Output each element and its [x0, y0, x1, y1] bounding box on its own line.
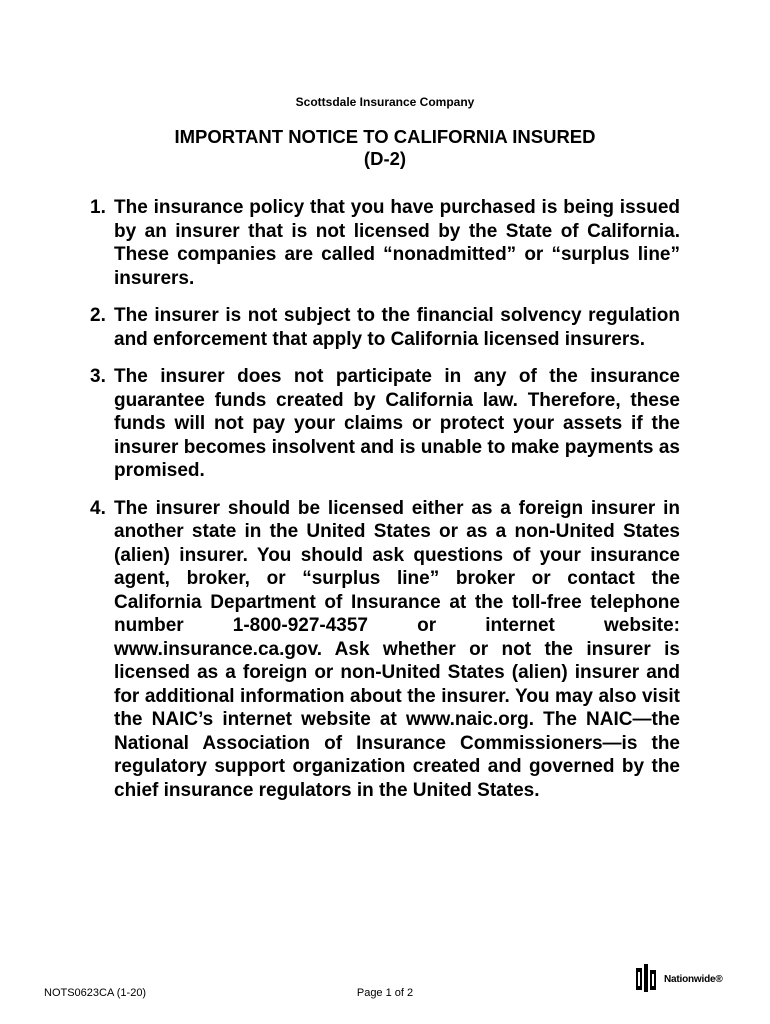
- item-number: 3.: [90, 366, 106, 387]
- eagle-icon: [634, 962, 660, 996]
- notice-item: [90, 196, 680, 290]
- title-line-1: IMPORTANT NOTICE TO CALIFORNIA INSURED: [174, 126, 596, 147]
- title-line-2: (D-2): [363, 148, 407, 169]
- item-text: The insurer should be licensed either as a foreign insurer in another state in the United States or as a non-United States (alien) insurer. You should ask questions of your insurance agent, broker, or “surplus line” broker or contact the California Department of Insurance at the toll-free telephone number 1-800-927-4357 or internet website: www.insurance.ca.gov. Ask whether or not the insurer is licensed as a foreign or non-United States (alien) insurer and for additional information about the insurer. You may also visit the NAIC’s internet website at www.naic.org. The NAIC—the National Association of Insurance Commissioners—is the regulatory support organization created and governed by the chief insurance regulators in the United States.: [114, 497, 680, 801]
- notice-item: [90, 497, 680, 803]
- company-name: Scottsdale Insurance Company: [295, 95, 475, 109]
- notice-item: [90, 365, 680, 483]
- logo-text: Nationwide®: [664, 973, 723, 985]
- notice-title: [0, 126, 770, 170]
- item-number: 2.: [90, 305, 106, 326]
- item-number: 1.: [90, 197, 106, 218]
- form-code: NOTS0623CA (1-20): [44, 987, 147, 999]
- item-text: The insurance policy that you have purchased is being issued by an insurer that is not licensed by the State of California. These companies are called “nonadmitted” or “surplus line” insurers.: [114, 197, 680, 289]
- notice-item: [90, 304, 680, 351]
- item-text: The insurer does not participate in any of the insurance guarantee funds created by California law. Therefore, these funds will not pay your claims or protect your assets if the insurer becomes insolvent and is unable to make payments as promised.: [114, 366, 680, 481]
- notice-list: [90, 196, 680, 816]
- item-number: 4.: [90, 497, 106, 519]
- nationwide-logo: [634, 962, 723, 996]
- page-number: Page 1 of 2: [356, 987, 414, 999]
- item-text: The insurer is not subject to the financial solvency regulation and enforcement that apply to California licensed insurers.: [114, 305, 680, 350]
